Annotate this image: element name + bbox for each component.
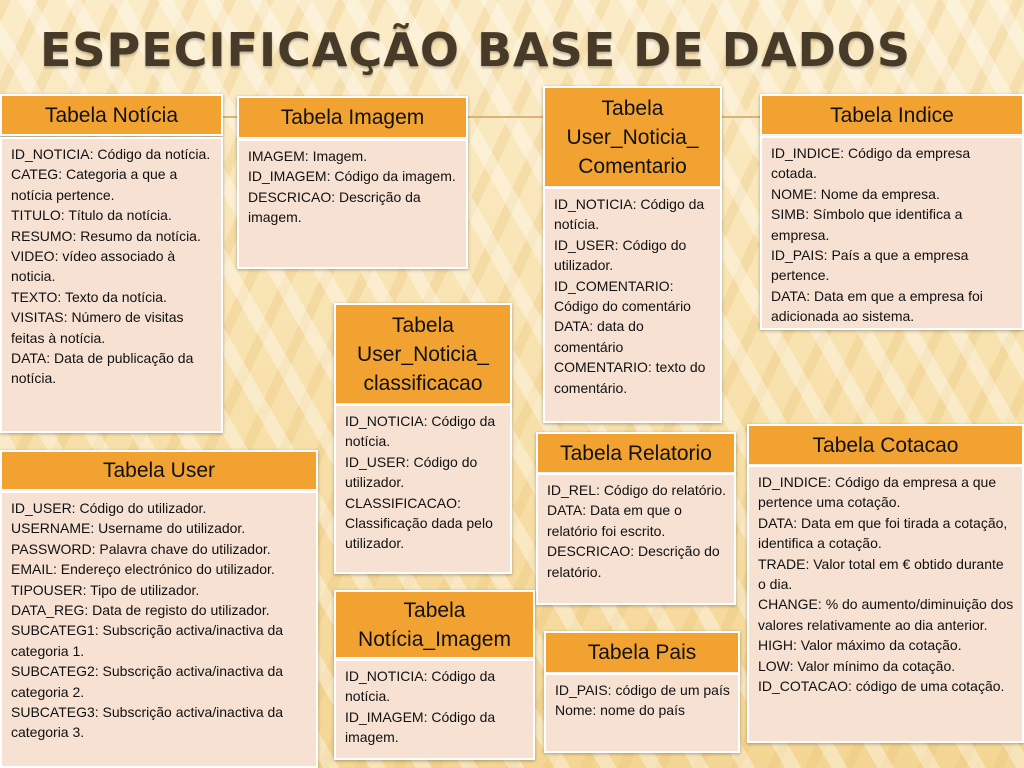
field-description: % do aumento/diminuição dos valores relativamente ao dia anterior. xyxy=(758,596,1014,633)
field-description: Código da notícia. xyxy=(554,196,705,233)
field-entry xyxy=(11,246,213,287)
connector-line xyxy=(468,116,544,118)
field-entry xyxy=(345,452,502,493)
field-description: Código do utilizador. xyxy=(554,236,687,274)
field-name: DATA: xyxy=(11,350,51,367)
field-description: Código da empresa a que pertence uma cotação. xyxy=(758,474,997,511)
table-header: Tabela Notícia_Imagem xyxy=(334,590,535,659)
field-name: LOW: xyxy=(758,657,794,674)
field-description: nome do país xyxy=(600,702,685,719)
table-header: Tabela User_Noticia_ Comentario xyxy=(543,86,722,188)
table-header: Tabela User xyxy=(0,450,318,491)
field-description: Data em que o relatório foi escrito. xyxy=(547,502,682,539)
field-description: Classificação dada pelo utilizador. xyxy=(345,515,493,552)
connector-line xyxy=(222,116,238,118)
field-name: SUBCATEG1: xyxy=(11,622,99,639)
field-name: DATA: xyxy=(547,502,587,519)
field-name: SIMB: xyxy=(771,206,810,223)
field-description: Palavra chave do utilizador. xyxy=(99,540,271,557)
field-entry xyxy=(555,680,730,700)
field-entry xyxy=(11,702,308,743)
field-name: EMAIL: xyxy=(11,561,57,578)
field-description: País a que a empresa pertence. xyxy=(771,247,969,284)
field-entry xyxy=(11,205,213,225)
field-name: ID_COMENTARIO: xyxy=(554,277,674,294)
field-entry xyxy=(11,600,308,620)
field-description: Valor máximo da cotação. xyxy=(800,637,962,654)
field-name: Nome: xyxy=(555,702,597,719)
field-description: Data de registo do utilizador. xyxy=(92,602,270,619)
field-name: ID_PAIS: xyxy=(555,682,612,698)
field-description: Código da imagem. xyxy=(334,168,456,185)
table-header: Tabela Notícia xyxy=(0,94,223,136)
field-name: COMENTARIO: xyxy=(554,359,652,376)
field-name: ID_NOTICIA: xyxy=(345,668,428,684)
field-name: ID_USER: xyxy=(345,453,410,470)
field-entry xyxy=(11,539,308,559)
table-fields xyxy=(536,473,736,605)
field-name: DATA: xyxy=(554,318,594,335)
field-entry xyxy=(11,226,213,246)
field-entry xyxy=(11,144,213,164)
field-name: ID_INDICE: xyxy=(758,474,832,490)
field-description: Data em que foi tirada a cotação, identifica a cotação. xyxy=(758,514,1008,552)
field-description: Username do utilizador. xyxy=(98,520,246,537)
field-name: PASSWORD: xyxy=(11,540,96,557)
field-description: Descrição da imagem. xyxy=(248,188,421,226)
table-header: Tabela Imagem xyxy=(237,96,468,139)
field-entry xyxy=(758,472,1014,513)
table-header: Tabela Pais xyxy=(544,631,740,674)
field-description: Valor total em € obtido durante o dia. xyxy=(758,555,1004,593)
field-name: SUBCATEG3: xyxy=(11,704,99,721)
field-description: Subscrição activa/inactiva da categoria 2. xyxy=(11,663,284,700)
table-fields xyxy=(237,139,468,269)
field-description: código de um país xyxy=(615,682,730,698)
field-entry xyxy=(11,661,308,702)
field-description: Código da imagem. xyxy=(345,708,496,746)
field-name: DATA: xyxy=(771,287,811,304)
field-description: Endereço electrónico do utilizador. xyxy=(60,561,275,578)
field-name: TEXTO: xyxy=(11,288,62,305)
field-entry xyxy=(758,656,1014,676)
field-entry xyxy=(547,541,726,582)
field-name: ID_NOTICIA: xyxy=(11,146,94,162)
field-name: ID_INDICE: xyxy=(771,145,845,161)
table-fields xyxy=(334,659,535,760)
field-entry xyxy=(771,245,1014,286)
table-header: Tabela User_Noticia_ classificacao xyxy=(334,303,512,405)
table-fields xyxy=(543,187,722,423)
field-entry xyxy=(771,204,1014,245)
field-description: Tipo de utilizador. xyxy=(90,581,200,598)
field-description: Código da notícia. xyxy=(97,146,211,162)
field-entry xyxy=(758,635,1014,655)
field-entry xyxy=(345,411,502,452)
field-description: Código do comentário xyxy=(554,298,691,315)
field-entry xyxy=(11,498,308,518)
field-name: ID_NOTICIA: xyxy=(345,413,428,429)
field-entry xyxy=(771,184,1014,204)
table-fields xyxy=(0,137,223,433)
field-entry xyxy=(248,146,458,166)
field-description: Número de visitas feitas à notícia. xyxy=(11,309,184,346)
field-name: HIGH: xyxy=(758,637,797,654)
table-header: Tabela Relatorio xyxy=(536,432,736,474)
field-name: ID_PAIS: xyxy=(771,247,828,264)
field-name: DATA: xyxy=(758,514,798,531)
field-entry xyxy=(758,594,1014,635)
field-entry xyxy=(547,480,726,500)
field-name: ID_IMAGEM: xyxy=(248,168,331,185)
table-fields xyxy=(334,404,512,574)
field-name: ID_USER: xyxy=(11,500,76,516)
field-entry xyxy=(11,518,308,538)
field-name: TRADE: xyxy=(758,555,810,572)
field-entry xyxy=(758,513,1014,554)
field-name: ID_NOTICIA: xyxy=(554,196,637,212)
field-entry xyxy=(248,166,458,186)
field-entry xyxy=(11,559,308,579)
field-name: CLASSIFICACAO: xyxy=(345,494,461,511)
field-entry xyxy=(11,620,308,661)
field-name: ID_COTACAO: xyxy=(758,678,852,695)
field-description: Subscrição activa/inactiva da categoria 3. xyxy=(11,704,284,741)
field-entry xyxy=(11,307,213,348)
field-description: Resumo da notícia. xyxy=(80,227,201,244)
field-description: Descrição do relatório. xyxy=(547,543,720,580)
field-entry xyxy=(554,276,712,317)
field-description: Código da notícia. xyxy=(345,413,496,450)
field-description: Subscrição activa/inactiva da categoria 1. xyxy=(11,622,284,659)
field-entry xyxy=(758,676,1014,696)
page-title: ESPECIFICAÇÃO BASE DE DADOS xyxy=(40,23,911,77)
field-entry xyxy=(11,348,213,389)
field-entry xyxy=(248,187,458,228)
field-name: DESCRICAO: xyxy=(248,188,336,205)
field-name: RESUMO: xyxy=(11,227,77,244)
field-description: Data de publicação da notícia. xyxy=(11,350,194,387)
table-header: Tabela Indice xyxy=(760,94,1024,136)
field-name: CHANGE: xyxy=(758,596,822,613)
field-name: VIDEO: xyxy=(11,248,59,265)
field-name: TITULO: xyxy=(11,207,65,224)
field-description: vídeo associado à noticia. xyxy=(11,248,176,285)
field-entry xyxy=(547,500,726,541)
table-fields xyxy=(0,491,318,768)
field-entry xyxy=(771,143,1014,184)
field-entry xyxy=(11,580,308,600)
field-entry xyxy=(554,357,712,398)
field-description: Texto da notícia. xyxy=(64,288,167,305)
field-description: Código do utilizador. xyxy=(79,500,207,516)
field-entry xyxy=(345,666,525,707)
field-name: ID_REL: xyxy=(547,482,600,498)
field-entry xyxy=(554,235,712,276)
field-entry xyxy=(345,493,502,554)
field-description: Valor mínimo da cotação. xyxy=(797,657,956,674)
table-header: Tabela Cotacao xyxy=(747,424,1024,466)
field-name: NOME: xyxy=(771,185,817,202)
field-name: DESCRICAO: xyxy=(547,543,635,560)
field-name: SUBCATEG2: xyxy=(11,663,99,680)
field-description: Categoria a que a notícia pertence. xyxy=(11,166,178,203)
field-description: Nome da empresa. xyxy=(820,185,940,202)
table-fields xyxy=(747,465,1024,743)
field-name: VISITAS: xyxy=(11,309,68,326)
field-entry xyxy=(554,194,712,235)
field-description: data do comentário xyxy=(554,318,644,355)
connector-line xyxy=(722,116,762,118)
field-description: Código do utilizador. xyxy=(345,453,478,491)
field-name: USERNAME: xyxy=(11,520,95,537)
field-description: código de uma cotação. xyxy=(855,678,1005,695)
table-fields xyxy=(760,136,1024,330)
field-entry xyxy=(771,286,1014,327)
field-description: texto do comentário. xyxy=(554,359,706,396)
table-fields xyxy=(544,673,740,753)
field-description: Código do relatório. xyxy=(603,482,726,498)
field-description: Símbolo que identifica a empresa. xyxy=(771,206,963,243)
field-description: Código da empresa cotada. xyxy=(771,145,971,182)
field-entry xyxy=(555,700,730,720)
field-entry xyxy=(11,164,213,205)
field-name: ID_USER: xyxy=(554,236,619,253)
field-name: DATA_REG: xyxy=(11,602,89,619)
field-description: Imagem. xyxy=(312,148,368,164)
field-name: ID_IMAGEM: xyxy=(345,708,428,725)
field-entry xyxy=(11,287,213,307)
field-entry xyxy=(345,707,525,748)
field-name: TIPOUSER: xyxy=(11,581,87,598)
field-name: IMAGEM: xyxy=(248,148,309,164)
field-entry xyxy=(758,554,1014,595)
field-description: Código da notícia. xyxy=(345,668,496,705)
field-entry xyxy=(554,316,712,357)
field-description: Título da notícia. xyxy=(68,207,172,224)
field-description: Data em que a empresa foi adicionada ao sistema. xyxy=(771,287,983,325)
field-name: CATEG: xyxy=(11,166,63,183)
